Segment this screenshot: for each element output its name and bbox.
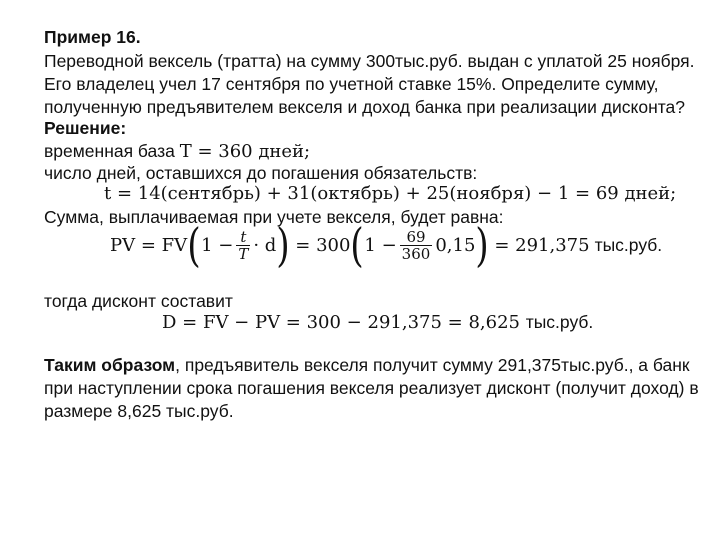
pv-one-minus-2: 1 − — [364, 234, 397, 256]
conclusion-line-1 — [44, 354, 690, 376]
fraction-numerator-69: 69 — [406, 227, 426, 246]
problem-line-1: Переводной вексель (тратта) на сумму 300тыс.руб. выдан с уплатой 25 ноября. — [44, 51, 695, 71]
pv-times-d: · d — [253, 234, 277, 256]
pv-lhs: PV = FV — [110, 234, 188, 256]
discount-formula: D = FV − PV = 300 − 291,375 = 8,625 — [162, 312, 520, 333]
left-paren-2: ( — [350, 218, 365, 272]
solution-heading: Решение: — [44, 118, 127, 138]
discount-unit: тыс.руб. — [525, 312, 594, 332]
conclusion-bold: Таким образом — [44, 355, 176, 375]
time-base-formula: T = 360 дней; — [179, 141, 311, 162]
problem-line-2: Его владелец учел 17 сентября по учетной ставке 15%. Определите сумму, — [44, 74, 659, 94]
days-remaining-label: число дней, оставшихся до погашения обязательств: — [44, 163, 478, 183]
pv-result: = 291,375 — [494, 234, 590, 256]
time-base-line — [44, 140, 310, 163]
sum-label: Сумма, выплачиваемая при учете векселя, будет равна: — [44, 207, 504, 227]
problem-line-3: полученную предъявителем векселя и доход банка при реализации дисконта? — [44, 97, 686, 117]
pv-unit: тыс.руб. — [594, 234, 663, 255]
fraction-denominator-360: 360 — [401, 244, 431, 263]
days-formula: t = 14(сентябрь) + 31(октябрь) + 25(ноября) − 1 = 69 дней; — [104, 183, 677, 204]
right-paren-2: ) — [475, 218, 490, 272]
example-title: Пример 16. — [44, 27, 141, 47]
pv-formula — [110, 218, 663, 272]
right-paren: ) — [276, 218, 291, 272]
pv-rate: 0,15 — [435, 234, 476, 256]
left-paren: ( — [187, 218, 201, 272]
discount-label: тогда дисконт составит — [44, 291, 233, 311]
conclusion-line-3: размере 8,625 тыс.руб. — [44, 401, 234, 421]
fraction-numerator-t: t — [240, 227, 247, 246]
discount-formula-line — [162, 311, 593, 334]
conclusion-rest: , предъявитель векселя получит сумму 291,375тыс.руб., а банк — [175, 355, 690, 375]
conclusion-line-2: при наступлении срока погашения векселя реализует дисконт (получит доход) в — [44, 378, 699, 398]
pv-one-minus: 1 − — [201, 234, 234, 256]
pv-eq-300: = 300 — [295, 234, 351, 256]
fraction-denominator-T: T — [238, 244, 249, 263]
fraction-t-over-T — [236, 229, 250, 262]
fraction-69-over-360 — [400, 229, 433, 262]
time-base-label: временная база — [44, 141, 175, 161]
